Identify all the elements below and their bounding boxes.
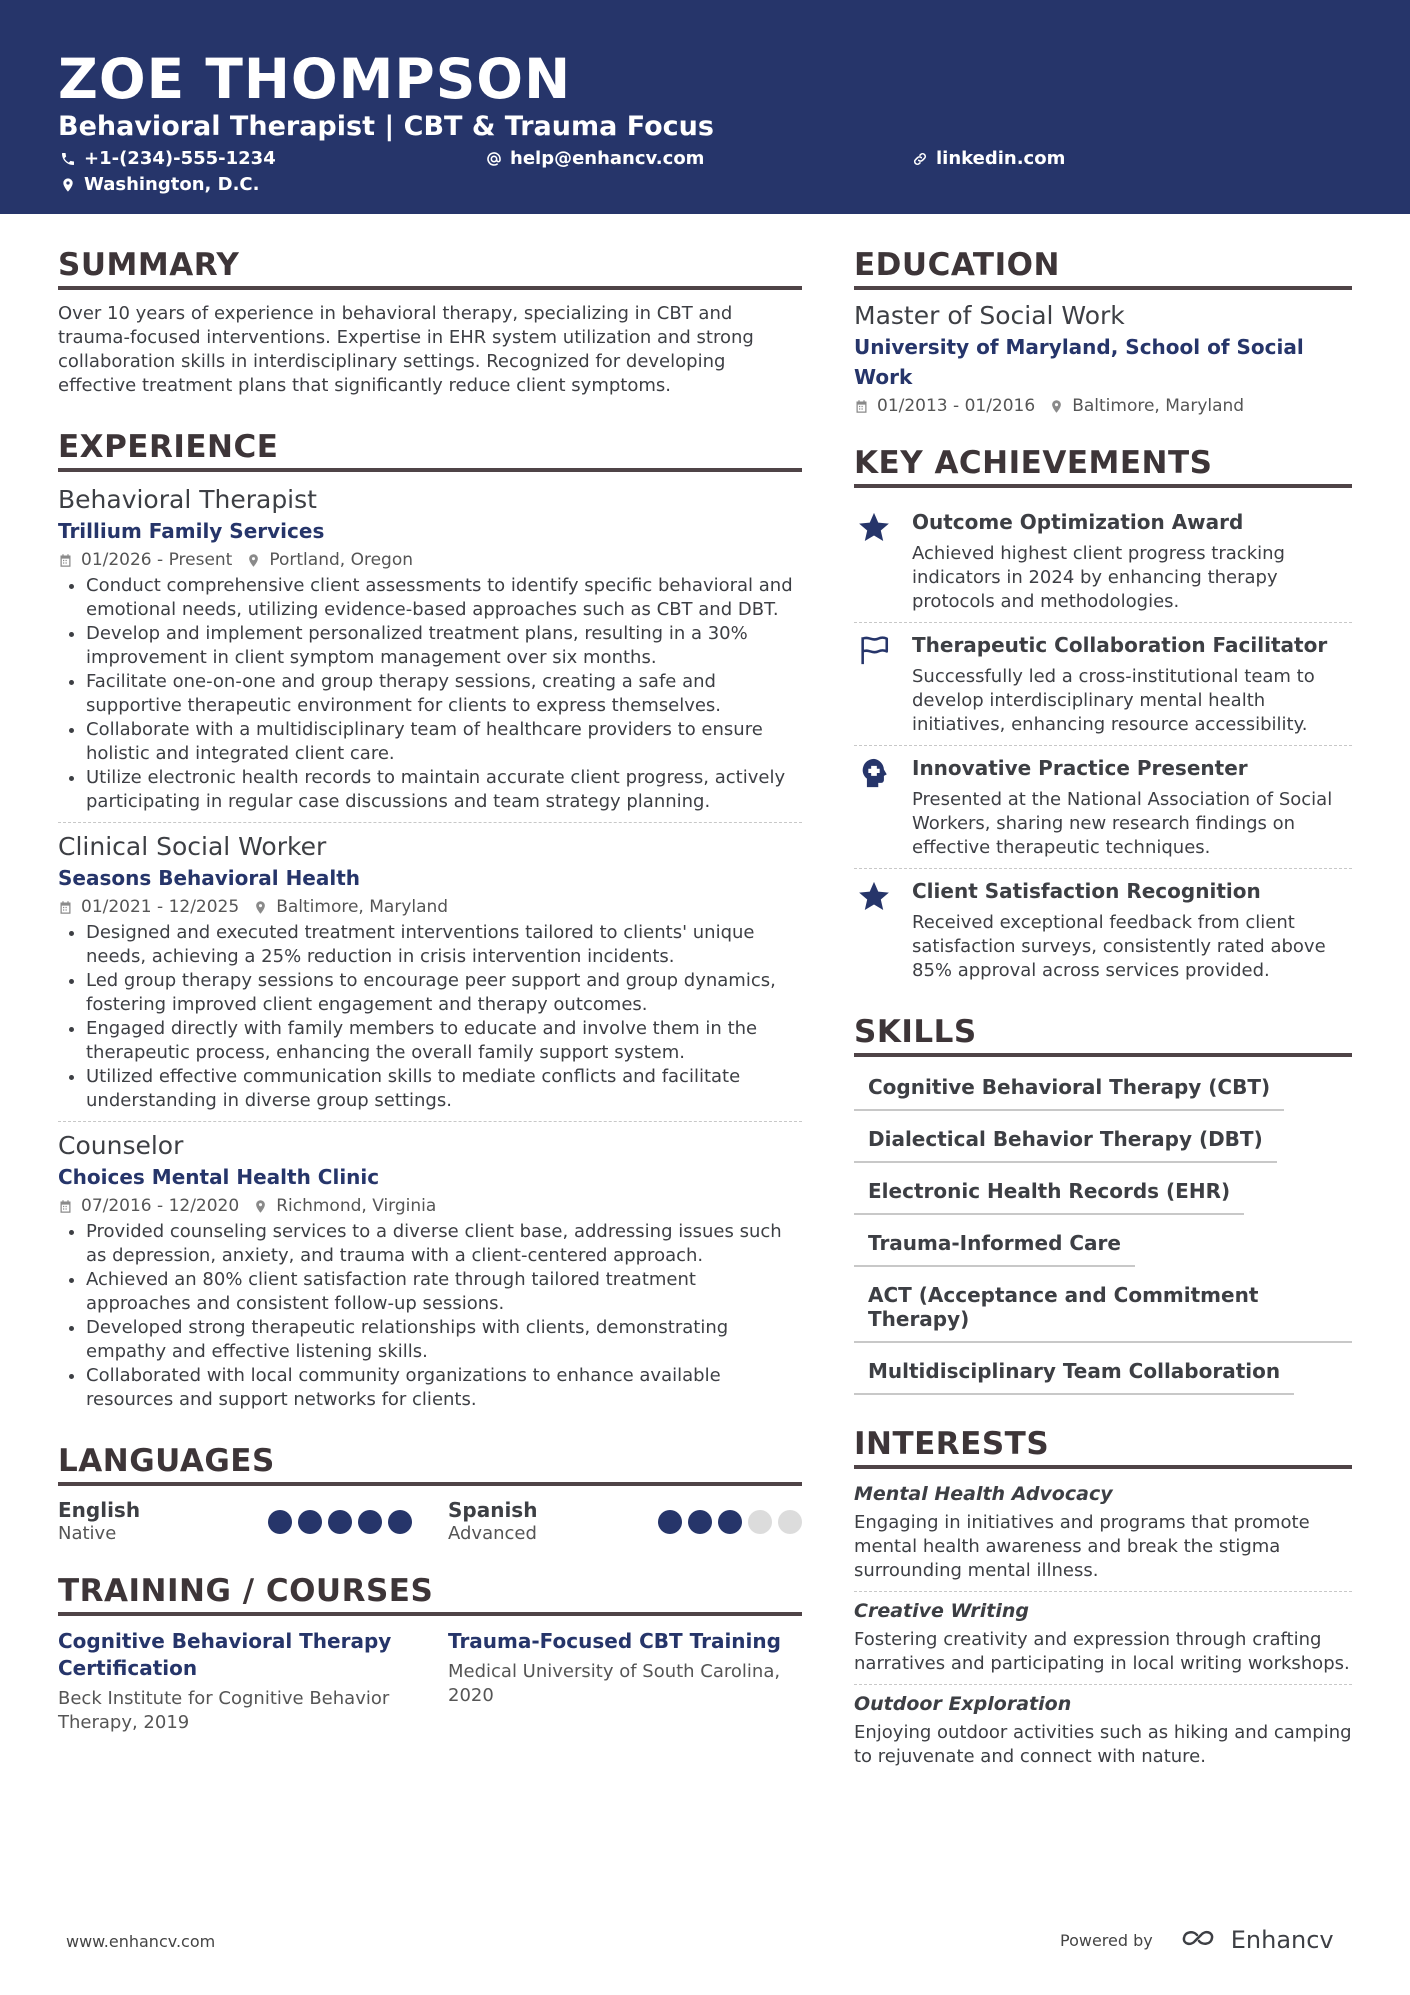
course-item bbox=[58, 1628, 412, 1735]
job-title: Clinical Social Worker bbox=[58, 832, 327, 861]
achievement-body bbox=[912, 508, 1352, 614]
company-name: Choices Mental Health Clinic bbox=[58, 1165, 380, 1189]
job-bullet: • Conduct comprehensive client assessments to identify specific behavioral and emotional needs, utilizing evidence-based approaches such as CBT and DBT. bbox=[86, 574, 802, 622]
phone-contact bbox=[60, 148, 276, 170]
achievement-title: Client Satisfaction Recognition bbox=[912, 879, 1261, 903]
job-meta bbox=[58, 1194, 802, 1218]
job-bullet: • Designed and executed treatment interventions tailored to clients' unique needs, achieving a 25% reduction in crisis intervention incidents. bbox=[86, 921, 802, 969]
footer-branding bbox=[1060, 1926, 1334, 1954]
rating-dot bbox=[268, 1510, 292, 1534]
email-contact[interactable] bbox=[486, 148, 704, 170]
language-item bbox=[448, 1498, 802, 1546]
job-location bbox=[253, 1194, 436, 1218]
job-bullets bbox=[58, 1220, 802, 1412]
training-list bbox=[58, 1628, 802, 1735]
achievement-title: Outcome Optimization Award bbox=[912, 510, 1244, 534]
location-pin-icon bbox=[246, 553, 261, 568]
job-title: Behavioral Therapist bbox=[58, 485, 317, 514]
experience-entry bbox=[58, 484, 802, 823]
rating-dot bbox=[778, 1510, 802, 1534]
location-pin-icon bbox=[253, 1199, 268, 1214]
language-item bbox=[58, 1498, 412, 1546]
location-contact bbox=[60, 174, 259, 196]
achievement-item bbox=[854, 623, 1352, 746]
language-info bbox=[58, 1498, 140, 1546]
achievement-description: Received exceptional feedback from client satisfaction surveys, consistently rated above 85% approval across services provided. bbox=[912, 912, 1326, 981]
job-bullets bbox=[58, 574, 802, 814]
course-description: Beck Institute for Cognitive Behavior Therapy, 2019 bbox=[58, 1688, 390, 1733]
flag-icon bbox=[854, 631, 894, 737]
achievements-list bbox=[854, 500, 1352, 991]
company-name: Trillium Family Services bbox=[58, 519, 325, 543]
achievement-title: Therapeutic Collaboration Facilitator bbox=[912, 633, 1328, 657]
language-rating bbox=[268, 1510, 412, 1534]
rating-dot bbox=[718, 1510, 742, 1534]
training-heading: TRAINING / COURSES bbox=[58, 1572, 802, 1616]
job-bullet: • Developed strong therapeutic relationships with clients, demonstrating empathy and effective listening skills. bbox=[86, 1316, 802, 1364]
calendar-icon bbox=[58, 1199, 73, 1214]
skills-list bbox=[854, 1069, 1352, 1405]
location-text: Washington, D.C. bbox=[84, 174, 260, 195]
job-bullets bbox=[58, 921, 802, 1113]
language-name: Spanish bbox=[448, 1498, 538, 1522]
skill-tag: Electronic Health Records (EHR) bbox=[854, 1173, 1244, 1215]
job-bullet: • Collaborate with a multidisciplinary team of healthcare providers to ensure holistic and integrated client care. bbox=[86, 718, 802, 766]
education-degree: Master of Social Work bbox=[854, 301, 1125, 330]
brand-logo[interactable] bbox=[1177, 1926, 1334, 1954]
job-bullet: • Develop and implement personalized treatment plans, resulting in a 30% improvement in client symptom management over six months. bbox=[86, 622, 802, 670]
powered-by-text: Powered by bbox=[1060, 1930, 1153, 1950]
skill-tag: Cognitive Behavioral Therapy (CBT) bbox=[854, 1069, 1284, 1111]
calendar-icon bbox=[58, 553, 73, 568]
skill-tag: Multidisciplinary Team Collaboration bbox=[854, 1353, 1294, 1395]
rating-dot bbox=[388, 1510, 412, 1534]
language-name: English bbox=[58, 1498, 141, 1522]
experience-heading: EXPERIENCE bbox=[58, 428, 802, 472]
job-dates-text: 01/2021 - 12/2025 bbox=[81, 897, 240, 917]
star-icon bbox=[854, 877, 894, 983]
job-bullet: • Provided counseling services to a diverse client base, addressing issues such as depression, anxiety, and trauma with a client-centered approach. bbox=[86, 1220, 802, 1268]
job-bullet: • Utilize electronic health records to maintain accurate client progress, actively participating in regular case discussions and team strategy planning. bbox=[86, 766, 802, 814]
job-bullet: • Achieved an 80% client satisfaction rate through tailored treatment approaches and consistent follow-up sessions. bbox=[86, 1268, 802, 1316]
rating-dot bbox=[748, 1510, 772, 1534]
interest-description: Fostering creativity and expression through crafting narratives and participating in local writing workshops. bbox=[854, 1629, 1350, 1674]
rating-dot bbox=[328, 1510, 352, 1534]
job-bullet: • Utilized effective communication skills to mediate conflicts and facilitate understanding in diverse group settings. bbox=[86, 1065, 802, 1113]
interest-title: Creative Writing bbox=[854, 1600, 1029, 1622]
location-pin-icon bbox=[1049, 399, 1064, 414]
achievement-description: Successfully led a cross-institutional team to develop interdisciplinary mental health initiatives, enhancing resource accessibility. bbox=[912, 666, 1315, 735]
education-school: University of Maryland, School of Social Work bbox=[854, 335, 1304, 389]
interest-item bbox=[854, 1481, 1352, 1592]
enhancv-logo-icon bbox=[1177, 1928, 1223, 1952]
calendar-icon bbox=[58, 900, 73, 915]
job-title: Counselor bbox=[58, 1131, 184, 1160]
rating-dot bbox=[298, 1510, 322, 1534]
course-description: Medical University of South Carolina, 2020 bbox=[448, 1661, 781, 1706]
experience-entry bbox=[58, 831, 802, 1122]
job-location-text: Richmond, Virginia bbox=[276, 1196, 437, 1216]
skill-tag: Dialectical Behavior Therapy (DBT) bbox=[854, 1121, 1277, 1163]
achievement-body bbox=[912, 754, 1352, 860]
job-location-text: Portland, Oregon bbox=[269, 550, 413, 570]
job-dates bbox=[58, 895, 239, 919]
language-info bbox=[448, 1498, 537, 1546]
interest-title: Outdoor Exploration bbox=[854, 1693, 1072, 1715]
job-dates-text: 07/2016 - 12/2020 bbox=[81, 1196, 240, 1216]
location-pin-icon bbox=[60, 177, 76, 193]
website-text[interactable]: linkedin.com bbox=[936, 148, 1066, 169]
achievement-item bbox=[854, 746, 1352, 869]
experience-list bbox=[58, 484, 802, 1420]
job-dates bbox=[58, 548, 232, 572]
job-location-text: Baltimore, Maryland bbox=[276, 897, 449, 917]
education-dates bbox=[854, 394, 1035, 418]
footer-website[interactable]: www.enhancv.com bbox=[66, 1932, 216, 1951]
summary-text: Over 10 years of experience in behavioral therapy, specializing in CBT and trauma-focused interventions. Expertise in EHR system utilization and strong collaboration skills in interdisciplinary settings. Recognized for developing effective treatment plans that significantly reduce client symptoms. bbox=[58, 303, 754, 396]
at-icon bbox=[486, 151, 502, 167]
star-icon bbox=[854, 508, 894, 614]
achievement-title: Innovative Practice Presenter bbox=[912, 756, 1248, 780]
education-location-text: Baltimore, Maryland bbox=[1072, 396, 1245, 416]
left-column bbox=[58, 246, 802, 1735]
achievements-heading: KEY ACHIEVEMENTS bbox=[854, 444, 1352, 488]
languages-list bbox=[58, 1498, 802, 1546]
interest-description: Enjoying outdoor activities such as hiking and camping to rejuvenate and connect with nature. bbox=[854, 1722, 1352, 1767]
job-bullet: • Facilitate one-on-one and group therapy sessions, creating a safe and supportive therapeutic environment for clients to express themselves. bbox=[86, 670, 802, 718]
location-pin-icon bbox=[253, 900, 268, 915]
company-name: Seasons Behavioral Health bbox=[58, 866, 361, 890]
interest-item bbox=[854, 1691, 1352, 1777]
education-location bbox=[1049, 394, 1244, 418]
job-meta bbox=[58, 548, 802, 572]
course-title: Trauma-Focused CBT Training bbox=[448, 1629, 781, 1653]
experience-entry bbox=[58, 1130, 802, 1420]
rating-dot bbox=[358, 1510, 382, 1534]
language-rating bbox=[658, 1510, 802, 1534]
achievement-body bbox=[912, 877, 1352, 983]
interests-heading: INTERESTS bbox=[854, 1425, 1352, 1469]
job-bullet: • Engaged directly with family members to educate and involve them in the therapeutic process, enhancing the overall family support system. bbox=[86, 1017, 802, 1065]
skills-heading: SKILLS bbox=[854, 1013, 1352, 1057]
course-title: Cognitive Behavioral Therapy Certification bbox=[58, 1629, 392, 1680]
resume-header bbox=[0, 0, 1410, 214]
interest-item bbox=[854, 1598, 1352, 1685]
interests-list bbox=[854, 1481, 1352, 1777]
rating-dot bbox=[688, 1510, 712, 1534]
education-meta bbox=[854, 394, 1352, 418]
achievement-body bbox=[912, 631, 1352, 737]
job-dates bbox=[58, 1194, 239, 1218]
job-bullet: • Collaborated with local community organizations to enhance available resources and support networks for clients. bbox=[86, 1364, 802, 1412]
phone-icon bbox=[60, 151, 76, 167]
job-location bbox=[246, 548, 413, 572]
brain-head-icon bbox=[854, 754, 894, 860]
achievement-description: Achieved highest client progress tracking indicators in 2024 by enhancing therapy protocols and methodologies. bbox=[912, 543, 1285, 612]
right-column bbox=[854, 246, 1352, 1783]
interest-description: Engaging in initiatives and programs that promote mental health awareness and break the stigma surrounding mental illness. bbox=[854, 1512, 1310, 1581]
skill-tag: ACT (Acceptance and Commitment Therapy) bbox=[854, 1277, 1352, 1343]
email-text[interactable]: help@enhancv.com bbox=[510, 148, 705, 169]
course-item bbox=[448, 1628, 802, 1735]
interest-title: Mental Health Advocacy bbox=[854, 1483, 1113, 1505]
job-bullet: • Led group therapy sessions to encourage peer support and group dynamics, fostering improved client engagement and therapy outcomes. bbox=[86, 969, 802, 1017]
summary-heading: SUMMARY bbox=[58, 246, 802, 290]
job-location bbox=[253, 895, 448, 919]
candidate-name: ZOE THOMPSON bbox=[58, 47, 572, 111]
skill-tag: Trauma-Informed Care bbox=[854, 1225, 1135, 1267]
job-meta bbox=[58, 895, 802, 919]
rating-dot bbox=[658, 1510, 682, 1534]
brand-name: Enhancv bbox=[1230, 1926, 1334, 1954]
languages-heading: LANGUAGES bbox=[58, 1442, 802, 1486]
achievement-item bbox=[854, 869, 1352, 991]
calendar-icon bbox=[854, 399, 869, 414]
education-heading: EDUCATION bbox=[854, 246, 1352, 290]
achievement-description: Presented at the National Association of Social Workers, sharing new research findings on effective therapeutic techniques. bbox=[912, 789, 1333, 858]
job-dates-text: 01/2026 - Present bbox=[81, 550, 233, 570]
phone-text: +1-(234)-555-1234 bbox=[84, 148, 276, 169]
language-level: Native bbox=[58, 1523, 117, 1544]
link-icon bbox=[912, 151, 928, 167]
website-contact[interactable] bbox=[912, 148, 1065, 170]
education-dates-text: 01/2013 - 01/2016 bbox=[877, 396, 1036, 416]
candidate-role: Behavioral Therapist | CBT & Trauma Focus bbox=[58, 111, 714, 142]
language-level: Advanced bbox=[448, 1523, 537, 1544]
achievement-item bbox=[854, 500, 1352, 623]
